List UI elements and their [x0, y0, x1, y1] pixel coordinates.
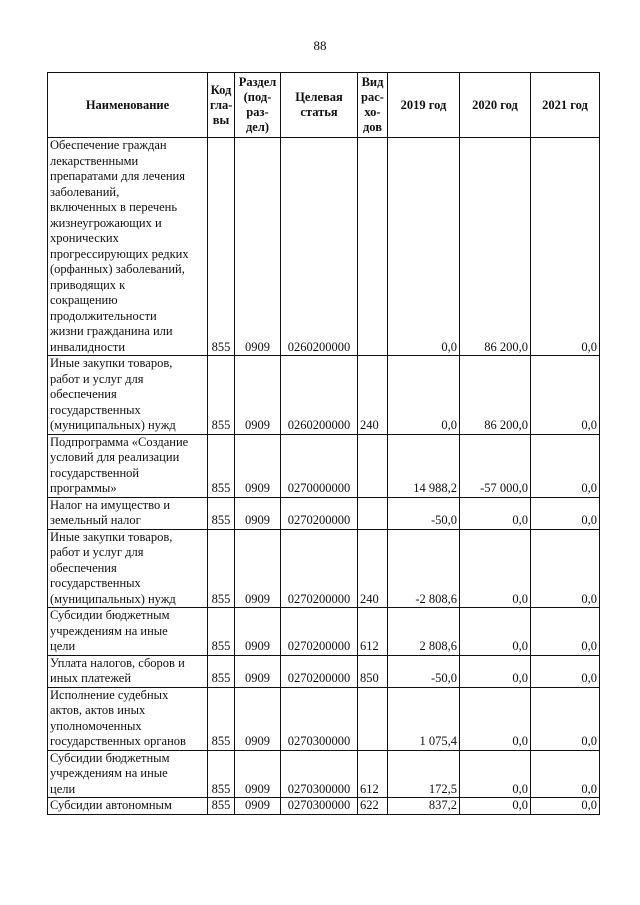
cell-2021: 0,0 [531, 529, 600, 608]
cell-2019: 14 988,2 [388, 434, 460, 497]
header-celevaya-statya: Целевая статья [281, 73, 358, 138]
cell-2021: 0,0 [531, 687, 600, 750]
cell-razdel: 0909 [235, 356, 281, 435]
cell-razdel: 0909 [235, 608, 281, 656]
table-row [48, 608, 600, 656]
cell-celevaya-statya: 0270300000 [281, 687, 358, 750]
cell-celevaya-statya: 0270300000 [281, 798, 358, 815]
cell-2019: 172,5 [388, 750, 460, 798]
table-row [48, 687, 600, 750]
table-row [48, 655, 600, 687]
cell-razdel: 0909 [235, 434, 281, 497]
header-vid-rashodov: Вид рас- хо- дов [358, 73, 388, 138]
cell-2019: -2 808,6 [388, 529, 460, 608]
cell-kod-glavy: 855 [208, 434, 235, 497]
cell-2020: -57 000,0 [460, 434, 531, 497]
cell-vid-rashodov [358, 434, 388, 497]
cell-vid-rashodov: 240 [358, 356, 388, 435]
cell-razdel: 0909 [235, 138, 281, 356]
cell-razdel: 0909 [235, 798, 281, 815]
cell-celevaya-statya: 0270200000 [281, 497, 358, 529]
cell-2019: 837,2 [388, 798, 460, 815]
header-razdel: Раздел (под- раз- дел) [235, 73, 281, 138]
cell-2020: 0,0 [460, 608, 531, 656]
cell-2021: 0,0 [531, 750, 600, 798]
cell-vid-rashodov [358, 497, 388, 529]
cell-razdel: 0909 [235, 750, 281, 798]
cell-celevaya-statya: 0270000000 [281, 434, 358, 497]
cell-vid-rashodov: 612 [358, 608, 388, 656]
budget-table [47, 72, 600, 815]
cell-kod-glavy: 855 [208, 497, 235, 529]
header-2019: 2019 год [388, 73, 460, 138]
cell-2019: 1 075,4 [388, 687, 460, 750]
cell-kod-glavy: 855 [208, 655, 235, 687]
cell-name: Исполнение судебных актов, актов иных уполномоченных государственных органов [48, 687, 208, 750]
cell-vid-rashodov: 240 [358, 529, 388, 608]
cell-name: Налог на имущество и земельный налог [48, 497, 208, 529]
cell-2021: 0,0 [531, 356, 600, 435]
cell-kod-glavy: 855 [208, 356, 235, 435]
header-kod-glavy: Код гла- вы [208, 73, 235, 138]
cell-2019: -50,0 [388, 655, 460, 687]
cell-celevaya-statya: 0270200000 [281, 529, 358, 608]
cell-celevaya-statya: 0260200000 [281, 356, 358, 435]
table-row [48, 138, 600, 356]
cell-vid-rashodov [358, 138, 388, 356]
cell-razdel: 0909 [235, 655, 281, 687]
cell-vid-rashodov: 622 [358, 798, 388, 815]
cell-razdel: 0909 [235, 497, 281, 529]
cell-razdel: 0909 [235, 687, 281, 750]
page-number: 88 [313, 38, 327, 53]
cell-celevaya-statya: 0260200000 [281, 138, 358, 356]
table-row [48, 434, 600, 497]
cell-kod-glavy: 855 [208, 687, 235, 750]
cell-vid-rashodov: 850 [358, 655, 388, 687]
cell-name: Подпрограмма «Создание условий для реализации государственной программы» [48, 434, 208, 497]
cell-2021: 0,0 [531, 798, 600, 815]
cell-name: Субсидии автономным [48, 798, 208, 815]
cell-vid-rashodov [358, 687, 388, 750]
cell-2020: 0,0 [460, 655, 531, 687]
cell-name: Иные закупки товаров, работ и услуг для обеспечения государственных (муниципальных) нужд [48, 356, 208, 435]
cell-2020: 0,0 [460, 529, 531, 608]
cell-name: Субсидии бюджетным учреждениям на иные цели [48, 608, 208, 656]
cell-2020: 86 200,0 [460, 356, 531, 435]
cell-name: Уплата налогов, сборов и иных платежей [48, 655, 208, 687]
header-name: Наименование [48, 73, 208, 138]
header-2020: 2020 год [460, 73, 531, 138]
cell-2021: 0,0 [531, 608, 600, 656]
cell-kod-glavy: 855 [208, 529, 235, 608]
cell-kod-glavy: 855 [208, 138, 235, 356]
cell-name: Субсидии бюджетным учреждениям на иные цели [48, 750, 208, 798]
cell-2020: 86 200,0 [460, 138, 531, 356]
table-row [48, 529, 600, 608]
table-row [48, 798, 600, 815]
cell-2021: 0,0 [531, 497, 600, 529]
table-header-row [48, 73, 600, 138]
cell-2021: 0,0 [531, 434, 600, 497]
header-2021: 2021 год [531, 73, 600, 138]
cell-2021: 0,0 [531, 138, 600, 356]
cell-2019: 2 808,6 [388, 608, 460, 656]
cell-2020: 0,0 [460, 687, 531, 750]
cell-celevaya-statya: 0270200000 [281, 655, 358, 687]
cell-2020: 0,0 [460, 497, 531, 529]
cell-kod-glavy: 855 [208, 608, 235, 656]
cell-2019: -50,0 [388, 497, 460, 529]
cell-razdel: 0909 [235, 529, 281, 608]
cell-name: Иные закупки товаров, работ и услуг для обеспечения государственных (муниципальных) нужд [48, 529, 208, 608]
table-body [48, 138, 600, 815]
cell-kod-glavy: 855 [208, 750, 235, 798]
table-row [48, 497, 600, 529]
cell-2019: 0,0 [388, 356, 460, 435]
cell-2019: 0,0 [388, 138, 460, 356]
cell-2021: 0,0 [531, 655, 600, 687]
cell-vid-rashodov: 612 [358, 750, 388, 798]
table-row [48, 750, 600, 798]
cell-name: Обеспечение граждан лекарственными препаратами для лечения заболеваний, включенных в перечень жизнеугрожающих и хронических прогрессирующих редких (орфанных) заболеваний, приводящих к сокращению продолжительности жизни гражданина или инвалидности [48, 138, 208, 356]
table-row [48, 356, 600, 435]
cell-celevaya-statya: 0270200000 [281, 608, 358, 656]
cell-kod-glavy: 855 [208, 798, 235, 815]
cell-2020: 0,0 [460, 798, 531, 815]
cell-2020: 0,0 [460, 750, 531, 798]
cell-celevaya-statya: 0270300000 [281, 750, 358, 798]
